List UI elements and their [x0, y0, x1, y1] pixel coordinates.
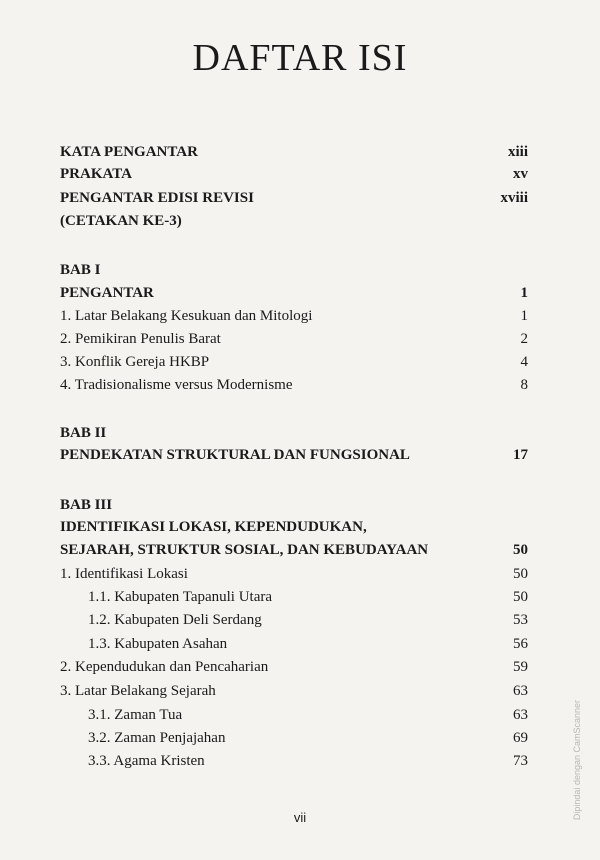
- toc-entry-page: 56: [513, 636, 528, 652]
- toc-entry-page: 1: [520, 285, 528, 301]
- toc-entry-page: 50: [513, 589, 528, 605]
- page-number: vii: [293, 810, 307, 825]
- toc-entry: [60, 496, 528, 514]
- toc-entry-text: IDENTIFIKASI LOKASI, KEPENDUDUKAN,: [60, 519, 367, 535]
- toc-entry-text: (CETAKAN KE-3): [60, 213, 182, 229]
- toc-entry: [60, 424, 528, 442]
- toc-entry-page: xiii: [507, 144, 528, 160]
- toc-entry-text: KATA PENGANTAR: [60, 144, 198, 160]
- toc-entry-page: 53: [513, 612, 528, 628]
- toc-entry-text: BAB I: [60, 262, 101, 278]
- toc-entry-text: PENDEKATAN STRUKTURAL DAN FUNGSIONAL: [60, 447, 410, 463]
- toc-entry-page: xviii: [500, 190, 528, 206]
- toc-entry-text: 3. Konflik Gereja HKBP: [60, 354, 210, 370]
- toc-entry-text: 1. Identifikasi Lokasi: [60, 566, 188, 582]
- toc-entry-page: 59: [513, 659, 528, 675]
- toc-entry: [88, 611, 528, 629]
- toc-entry: [60, 565, 528, 583]
- toc-entry-page: 4: [520, 354, 528, 370]
- toc-entry: [88, 588, 528, 606]
- toc-entry-text: 2. Pemikiran Penulis Barat: [60, 331, 221, 347]
- toc-entry: [60, 541, 528, 559]
- toc-entry: [88, 752, 528, 770]
- toc-entry-page: 73: [513, 753, 528, 769]
- toc-entry-text: SEJARAH, STRUKTUR SOSIAL, DAN KEBUDAYAAN: [60, 542, 429, 558]
- toc-entry-page: 2: [520, 331, 528, 347]
- toc-entry: [60, 682, 528, 700]
- toc-entry: [60, 307, 528, 325]
- toc-entry-text: 1. Latar Belakang Kesukuan dan Mitologi: [60, 308, 313, 324]
- toc-entry-text: 2. Kependudukan dan Pencaharian: [60, 659, 269, 675]
- toc-entry-text: 4. Tradisionalisme versus Modernisme: [60, 377, 293, 393]
- toc-entry: [60, 284, 528, 302]
- toc-entry: [88, 729, 528, 747]
- toc-entry-page: 63: [513, 683, 528, 699]
- toc-entry: [88, 706, 528, 724]
- toc-entry: [60, 446, 528, 464]
- toc-entry: [88, 635, 528, 653]
- toc-entry-page: 1: [520, 308, 528, 324]
- toc-entry: [60, 330, 528, 348]
- scanner-watermark: Dipindai dengan CamScanner: [572, 700, 582, 821]
- toc-entry-text: 3.3. Agama Kristen: [88, 753, 205, 769]
- toc-entry-text: 1.3. Kabupaten Asahan: [88, 636, 228, 652]
- toc-entry-text: PENGANTAR: [60, 285, 154, 301]
- toc-entry-text: 1.2. Kabupaten Deli Serdang: [88, 612, 262, 628]
- toc-entry: [60, 518, 528, 536]
- toc-entry: [60, 212, 528, 230]
- toc-entry-text: PENGANTAR EDISI REVISI: [60, 190, 254, 206]
- toc-entry: [60, 261, 528, 279]
- toc-entry-page: 8: [520, 377, 528, 393]
- toc-entry-text: 3.2. Zaman Penjajahan: [88, 730, 226, 746]
- toc-entry: [60, 376, 528, 394]
- toc-entry-page: 69: [513, 730, 528, 746]
- toc-entry: [60, 189, 528, 207]
- toc-entry: [60, 658, 528, 676]
- toc-entry-page: xv: [513, 166, 528, 182]
- toc-entry-page: 17: [513, 447, 528, 463]
- toc-entry-text: PRAKATA: [60, 166, 132, 182]
- toc-entry: [60, 353, 528, 371]
- toc-entry-text: BAB III: [60, 497, 113, 513]
- toc-entry: [60, 165, 528, 183]
- toc-entry-text: 1.1. Kabupaten Tapanuli Utara: [88, 589, 273, 605]
- toc-entry-page: 50: [513, 542, 528, 558]
- toc-entry-text: 3.1. Zaman Tua: [88, 707, 183, 723]
- toc-entry-text: 3. Latar Belakang Sejarah: [60, 683, 216, 699]
- toc-entry-text: BAB II: [60, 425, 107, 441]
- page-title: DAFTAR ISI: [192, 37, 408, 79]
- toc-entry: [60, 143, 528, 161]
- toc-entry-page: 50: [513, 566, 528, 582]
- toc-entry-page: 63: [513, 707, 528, 723]
